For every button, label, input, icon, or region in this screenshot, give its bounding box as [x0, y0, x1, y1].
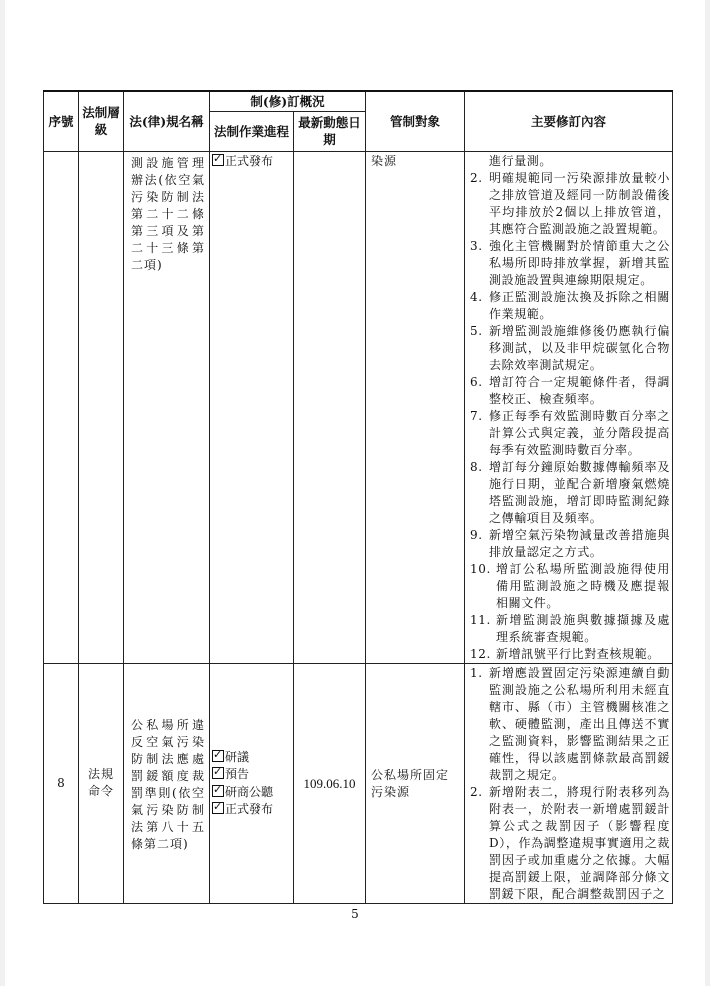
list-item: 2. 新增附表二，將現行附表移列為附表一，於附表一新增處罰鍰計算公式之裁罰因子（影響程度D），作為調整違規事實適用之裁罰因子或加重處分之依據。大幅提高罰鍰上限，並調降部分條文罰鍰下限，配合調整裁罰因子之 [470, 784, 670, 901]
cell-regulation-name: 公私場所違反空氣污染防制法應處罰鍰額度裁罰準則(依空氣污染防制法第八十五條第二項) [124, 663, 210, 903]
cell-content [465, 151, 673, 663]
cell-progress [210, 151, 294, 663]
list-item: 3. 強化主管機關對於情節重大之公私場所即時排放掌握，新增其監測設施設置與連線期限規定。 [470, 238, 670, 287]
header-content: 主要修訂內容 [465, 91, 673, 151]
progress-item: ✓研商公聽 [212, 784, 293, 802]
checkbox-checked-icon [212, 785, 224, 797]
progress-item: ✓正式發布 [212, 153, 293, 171]
list-item: 12. 新增訊號平行比對查核規範。 [470, 646, 660, 661]
cell-seq [44, 151, 79, 663]
list-item: 1. 新增應設置固定污染源連續自動監測設施之公私場所利用未經直轄市、縣（市）主管機關核准之軟、硬體監測，產出且傳送不實之監測資料，影響監測結果之正確性，得以該處罰條款最高罰鍰裁罰之規定。 [470, 665, 670, 782]
list-item: 進行量測。 [489, 153, 553, 168]
header-target: 管制對象 [366, 91, 465, 151]
list-item: 7. 修正每季有效監測時數百分率之計算公式與定義，並分階段提高每季有效監測時數百分率。 [470, 408, 670, 457]
cell-regulation-name: 測設施管理辦法(依空氣污染防制法第二十二條第三項及第二十三條第二項) [124, 151, 210, 663]
checkbox-checked-icon [212, 750, 224, 762]
table-row [44, 151, 673, 663]
progress-item: ✓預告 [212, 766, 293, 784]
header-progress: 法制作業進程 [210, 111, 294, 151]
list-item: 5. 新增監測設施維修後仍應執行偏移測試，以及非甲烷碳氫化合物去除效率測試規定。 [470, 323, 670, 372]
checkbox-checked-icon [212, 802, 224, 814]
cell-target: 公私場所固定污染源 [366, 663, 465, 903]
checkbox-checked-icon [212, 154, 224, 166]
cell-seq: 8 [44, 663, 79, 903]
list-item: 4. 修正監測設施汰換及拆除之相關作業規範。 [470, 289, 670, 321]
header-latest-date: 最新動態日期 [294, 111, 366, 151]
progress-item: ✓研議 [212, 749, 293, 767]
cell-level: 法規命令 [79, 663, 124, 903]
list-item: 9. 新增空氣污染物減量改善措施與排放量認定之方式。 [470, 527, 670, 559]
list-item: 11. 新增監測設施與數據擷據及處理系統審查規範。 [470, 612, 670, 644]
header-overview: 制(修)訂概況 [210, 91, 366, 111]
list-item: 8. 增訂每分鐘原始數據傳輸頻率及施行日期，並配合新增廢氣燃燒塔監測設施，增訂即時監測紀錄之傳輸項目及頻率。 [470, 459, 670, 525]
checkbox-checked-icon [212, 767, 224, 779]
list-item: 10. 增訂公私場所監測設施得使用備用監測設施之時機及應提報相關文件。 [470, 561, 670, 610]
table-row [44, 663, 673, 903]
cell-level [79, 151, 124, 663]
list-item: 2. 明確規範同一污染源排放量較小之排放管道及經同一防制設備後平均排放於2個以上排放管道，其應符合監測設施之設置規範。 [470, 170, 670, 236]
cell-target: 染源 [366, 151, 465, 663]
header-level: 法制層級 [79, 91, 124, 151]
document-page [5, 0, 705, 986]
regulation-table [43, 90, 673, 904]
cell-content [465, 663, 673, 903]
header-seq: 序號 [44, 91, 79, 151]
progress-item: ✓正式發布 [212, 801, 293, 819]
list-item: 6. 增訂符合一定規範條件者，得調整校正、檢查頻率。 [470, 374, 670, 406]
cell-date [294, 151, 366, 663]
cell-progress [210, 663, 294, 903]
page-number: 5 [351, 907, 359, 921]
header-name: 法(律)規名稱 [124, 91, 210, 151]
cell-date: 109.06.10 [294, 663, 366, 903]
